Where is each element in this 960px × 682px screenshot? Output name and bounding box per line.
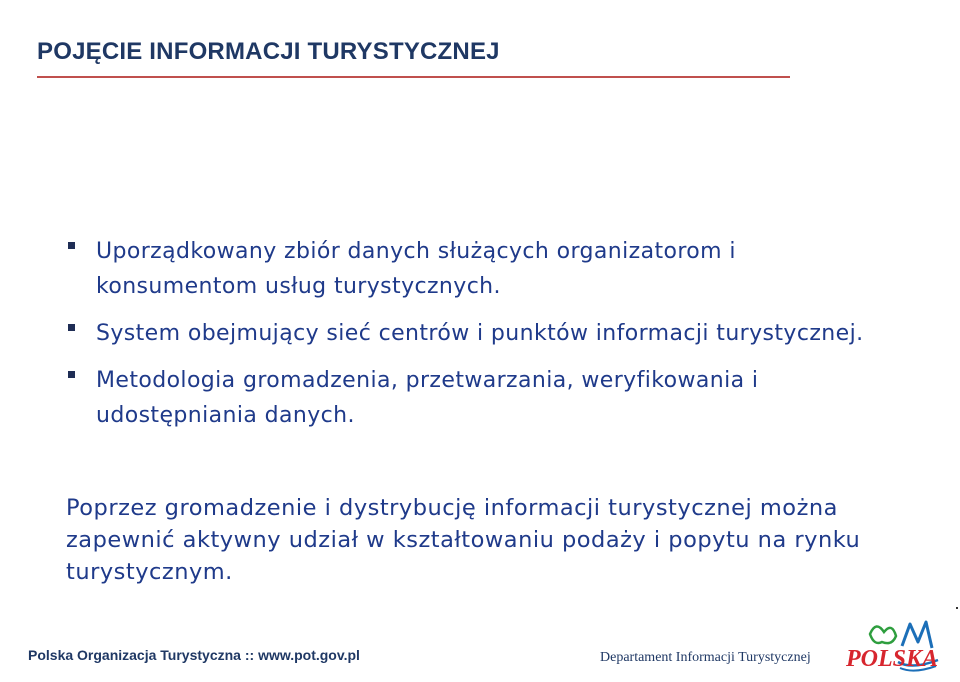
bullet-text: System obejmujący sieć centrów i punktów informacji turystycznej.	[96, 321, 864, 346]
polska-brand-logo	[840, 616, 945, 678]
website-link[interactable]: www.pot.gov.pl	[258, 647, 360, 663]
logo-text: POLSKA	[846, 646, 939, 672]
square-bullet-icon	[68, 324, 75, 331]
bullet-list	[64, 234, 904, 445]
corner-mark	[956, 607, 958, 609]
bullet-text: Uporządkowany zbiór danych służących organizatorom i konsumentom usług turystycznych.	[96, 239, 736, 299]
slide-title: POJĘCIE INFORMACJI TURYSTYCZNEJ	[37, 38, 500, 65]
polska-logo-icon	[840, 616, 945, 678]
footer-department: Departament Informacji Turystycznej	[600, 650, 811, 665]
list-item	[64, 234, 904, 304]
footer-separator: ::	[244, 647, 255, 663]
title-underline	[37, 76, 790, 78]
square-bullet-icon	[68, 371, 75, 378]
footer-organization	[28, 647, 360, 663]
summary-paragraph: Poprzez gromadzenie i dystrybucję informacji turystycznej można zapewnić aktywny udział w kształtowaniu podaży i popytu na rynku turystycznym.	[66, 495, 861, 585]
square-bullet-icon	[68, 242, 75, 249]
bullet-text: Metodologia gromadzenia, przetwarzania, weryfikowania i udostępniania danych.	[96, 368, 759, 428]
list-item	[64, 316, 904, 351]
list-item	[64, 363, 904, 433]
organization-name: Polska Organizacja Turystyczna	[28, 647, 241, 663]
